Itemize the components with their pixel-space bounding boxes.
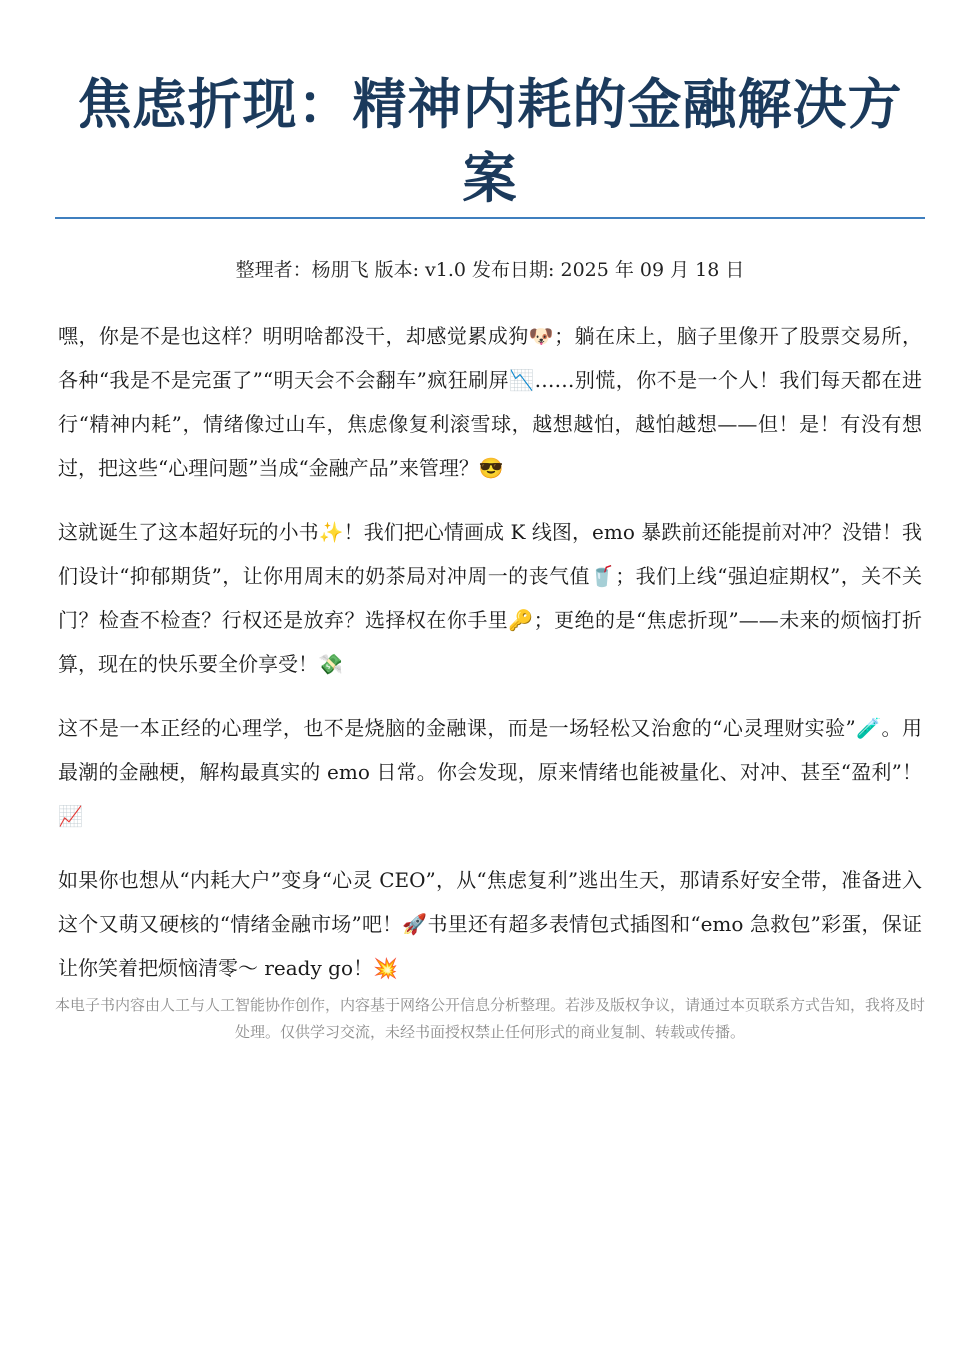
document-body bbox=[58, 314, 922, 1010]
copyright-notice: 本电子书内容由人工与人工智能协作创作，内容基于网络公开信息分析整理。若涉及版权争议，请通过本页联系方式告知，我将及时处理。仅供学习交流，未经书面授权禁止任何形式的商业复制、转载或传播。 bbox=[55, 996, 926, 1041]
paragraph-book-nature: 这不是一本正经的心理学，也不是烧脑的金融课，而是一场轻松又治愈的“心灵理财实验”🧪。用最潮的金融梗，解构最真实的 emo 日常。你会发现，原来情绪也能被量化、对冲、甚至“盈利”！📈 bbox=[58, 716, 922, 828]
paragraph-invitation: 如果你也想从“内耗大户”变身“心灵 CEO”，从“焦虑复利”逃出生天，那请系好安全带，准备进入这个又萌又硬核的“情绪金融市场”吧！🚀书里还有超多表情包式插图和“emo 急救包”彩蛋，保证让你笑着把烦恼清零～ ready go！💥 bbox=[58, 868, 922, 980]
author-version-date: 整理者：杨朋飞 版本: v1.0 发布日期: 2025 年 09 月 18 日 bbox=[235, 259, 745, 281]
paragraph-book-concept: 这就诞生了这本超好玩的小书✨！我们把心情画成 K 线图，emo 暴跌前还能提前对冲？没错！我们设计“抑郁期货”，让你用周末的奶茶局对冲周一的丧气值🥤；我们上线“强迫症期权”，关不关门？检查不检查？行权还是放弃？选择权在你手里🔑；更绝的是“焦虑折现”——未来的烦恼打折算，现在的快乐要全价享受！💸 bbox=[58, 520, 922, 676]
title-divider bbox=[55, 217, 925, 219]
paragraph-intro: 嘿，你是不是也这样？明明啥都没干，却感觉累成狗🐶；躺在床上，脑子里像开了股票交易所，各种“我是不是完蛋了”“明天会不会翻车”疯狂刷屏📉……别慌，你不是一个人！我们每天都在进行“精神内耗”，情绪像过山车，焦虑像复利滚雪球，越想越怕，越怕越想——但！是！有没有想过，把这些“心理问题”当成“金融产品”来管理？😎 bbox=[58, 324, 922, 480]
page-title: 焦虑折现：精神内耗的金融解决方案 bbox=[77, 73, 903, 210]
